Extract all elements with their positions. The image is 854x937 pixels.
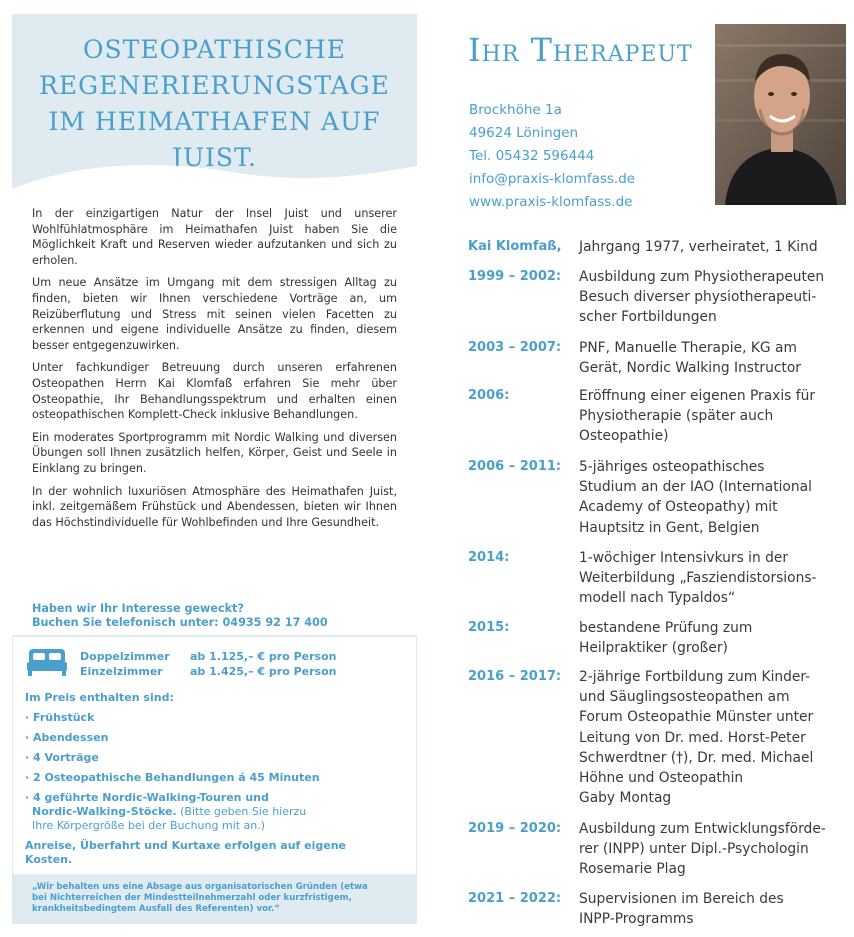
room-name: Doppelzimmer: [80, 650, 170, 663]
timeline-line: Supervisionen im Bereich des: [579, 891, 784, 907]
bed-icon: [27, 645, 67, 677]
intro-paragraph: In der wohnlich luxuriösen Atmosphäre des Heimathafen Juist, inkl. zeitgemäßem Frühstück und Abendessen, bieten wir Ihnen das Höchstindividuelle für Wohlbefinden und Ihre Gesundheit.: [32, 484, 397, 529]
timeline-line: Leitung von Dr. med. Horst-Peter: [579, 729, 806, 746]
timeline-entry: [468, 267, 848, 328]
included-heading: Im Preis enthalten sind:: [25, 691, 174, 704]
contact-website-link[interactable]: www.praxis-klomfass.de: [469, 194, 633, 210]
walking-line-3: Ihre Körpergröße bei der Buchung mit an.): [32, 819, 266, 832]
timeline-description: [579, 386, 844, 447]
timeline-line: Weiterbildung „Fasziendistorsions-: [579, 570, 817, 587]
contact-street: Brockhöhe 1a: [469, 102, 562, 118]
timeline-year: 2015:: [468, 620, 510, 635]
timeline-description: [579, 267, 844, 328]
timeline-line: rer (INPP) unter Dipl.-Psychologin: [579, 841, 809, 858]
timeline-line: Ausbildung zum Entwicklungsförde-: [579, 821, 826, 837]
disclaimer-line: krankheitsbedingtem Ausfall des Referenten) vor.“: [32, 904, 280, 914]
room-row: [80, 664, 336, 679]
room-row: [80, 649, 336, 664]
timeline-year: 2003 – 2007:: [468, 340, 562, 355]
portrait-illustration: [715, 24, 846, 205]
timeline-year: 1999 – 2002:: [468, 269, 562, 284]
timeline-line: 1-wöchiger Intensivkurs in der: [579, 550, 789, 566]
timeline-line: Physiotherapie (später auch: [579, 408, 774, 425]
timeline-description: [579, 338, 844, 378]
room-name: Einzelzimmer: [80, 665, 163, 678]
timeline-entry: [468, 237, 848, 257]
title-line-2: REGENERIERUNGSTAGE: [39, 71, 390, 100]
extra-costs: Anreise, Überfahrt und Kurtaxe erfolgen auf eigene Kosten.: [25, 839, 346, 866]
timeline-entry: [468, 667, 848, 808]
timeline-year: 2006 – 2011:: [468, 459, 562, 474]
timeline-description: [579, 457, 844, 538]
timeline-line: Eröffnung einer eigenen Praxis für: [579, 388, 816, 404]
walking-line-2: [25, 805, 395, 819]
contact-phone[interactable]: Tel. 05432 596444: [469, 148, 595, 164]
room-price: ab 1.125,– € pro Person: [190, 650, 337, 663]
intro-paragraph: In der einzigartigen Natur der Insel Juist und unserer Wohlfühlatmosphäre im Heimathafen Juist haben Sie die Möglichkeit Kraft und Reserven wieder aufzutanken und sich zu erholen.: [32, 207, 397, 267]
room-price: ab 1.425,– € pro Person: [190, 665, 337, 678]
timeline-line: Academy of Osteopathy) mit: [579, 499, 778, 516]
room-prices: [80, 649, 336, 679]
timeline-line: scher Fortbildungen: [579, 309, 717, 326]
timeline-entry: [468, 889, 848, 929]
timeline-line: 2-jährige Fortbildung zum Kinder-: [579, 669, 811, 685]
price-box: [12, 635, 417, 875]
walking-poles: Nordic-Walking-Stöcke.: [32, 805, 177, 818]
cta-question: Haben wir Ihr Interesse geweckt?: [32, 602, 244, 615]
contact-city: 49624 Löningen: [469, 125, 579, 141]
intro-paragraph: Um neue Ansätze im Umgang mit dem stressigen Alltag zu finden, bieten wir Ihnen verschiedene Vorträge an, um Reizüberflutung und Stress mit seinen vielen Facetten zu erkennen und eigene individuelle Ansätze zu finden, diesem besser entgegenzuwirken.: [32, 276, 397, 352]
timeline-line: INPP-Programms: [579, 911, 694, 928]
timeline-line: PNF, Manuelle Therapie, KG am: [579, 340, 797, 356]
timeline-line: Hauptsitz in Gent, Belgien: [579, 519, 760, 536]
therapist-portrait: [715, 24, 846, 205]
contact-block: [469, 99, 635, 214]
timeline-entry: [468, 457, 848, 538]
timeline-line: modell nach Typaldos“: [579, 590, 736, 607]
timeline-line: Forum Osteopathie Münster unter: [579, 709, 814, 726]
included-list: [25, 691, 395, 867]
timeline-line: Höhne und Osteopathin: [579, 770, 744, 787]
included-item: · Frühstück: [25, 711, 95, 724]
timeline-line: und Säuglingsosteopathen am: [579, 689, 790, 706]
included-item: · Abendessen: [25, 731, 109, 744]
walking-note: (Bitte geben Sie hierzu: [176, 805, 307, 818]
header-band: [12, 14, 417, 197]
timeline-line: Gaby Montag: [579, 790, 672, 807]
disclaimer: [12, 875, 417, 924]
included-item: · 2 Osteopathische Behandlungen á 45 Minuten: [25, 771, 320, 784]
contact-email-link[interactable]: info@praxis-klomfass.de: [469, 171, 636, 187]
cta-phone: Buchen Sie telefonisch unter: 04935 92 17 400: [32, 616, 328, 629]
disclaimer-line: „Wir behalten uns eine Absage aus organisatorischen Gründen (etwa: [32, 882, 368, 892]
timeline-line: Rosemarie Plag: [579, 861, 686, 878]
timeline-description: [579, 667, 844, 808]
timeline-description: [579, 237, 844, 257]
timeline-description: [579, 889, 844, 929]
call-to-action: [32, 602, 397, 630]
timeline-entry: [468, 819, 848, 880]
left-column: [12, 14, 417, 924]
timeline-year: 2006:: [468, 388, 510, 403]
timeline-entry: [468, 618, 848, 658]
title-line-3: IM HEIMATHAFEN AUF JUIST.: [48, 107, 381, 172]
walking-line-1: · 4 geführte Nordic-Walking-Touren und: [25, 791, 269, 804]
timeline-description: [579, 548, 844, 609]
timeline-entry: [468, 386, 848, 447]
title-line-1: OSTEOPATHISCHE: [83, 35, 346, 64]
timeline-line: Gerät, Nordic Walking Instructor: [579, 360, 801, 377]
intro-text: [32, 206, 397, 537]
timeline-year: 2014:: [468, 550, 510, 565]
timeline-year: 2016 – 2017:: [468, 669, 562, 684]
timeline-description: [579, 618, 844, 658]
intro-paragraph: Ein moderates Sportprogramm mit Nordic Walking und diversen Übungen soll Ihnen zusätzlich helfen, Körper, Geist und Seele in Einklang zu bringen.: [32, 430, 397, 475]
timeline-line: Schwerdtner (†), Dr. med. Michael: [579, 749, 814, 766]
timeline-year: Kai Klomfaß,: [468, 239, 562, 254]
timeline-line: 5-jähriges osteopathisches: [579, 459, 765, 475]
intro-paragraph: Unter fachkundiger Betreuung durch unseren erfahrenen Osteopathen Herrn Kai Klomfaß erfahren Sie mehr über Osteopathie, Ihr Behandlungsspektrum und erhalten einen osteopathischen Komplett-Check inklusive Behandlungen.: [32, 361, 397, 422]
timeline-year: 2019 – 2020:: [468, 821, 562, 836]
included-item: · 4 Vorträge: [25, 751, 99, 764]
timeline-description: [579, 819, 844, 880]
timeline-line: Ausbildung zum Physiotherapeuten: [579, 269, 825, 285]
included-item-walking: [25, 791, 395, 833]
therapist-title: Ihr Therapeut: [468, 31, 693, 69]
timeline-line: Besuch diverser physiotherapeuti-: [579, 289, 817, 306]
timeline-year: 2021 – 2022:: [468, 891, 562, 906]
timeline-line: Studium an der IAO (International: [579, 479, 812, 496]
timeline-line: bestandene Prüfung zum: [579, 620, 753, 636]
timeline-line: Osteopathie): [579, 428, 669, 445]
timeline-line: Jahrgang 1977, verheiratet, 1 Kind: [579, 239, 818, 255]
disclaimer-line: bei Nichterreichen der Mindestteilnehmerzahl oder kurzfristigem,: [32, 893, 352, 903]
timeline-entry: [468, 548, 848, 609]
wave-decoration: [12, 154, 417, 197]
timeline-line: Heilpraktiker (großer): [579, 640, 728, 657]
timeline-entry: [468, 338, 848, 378]
